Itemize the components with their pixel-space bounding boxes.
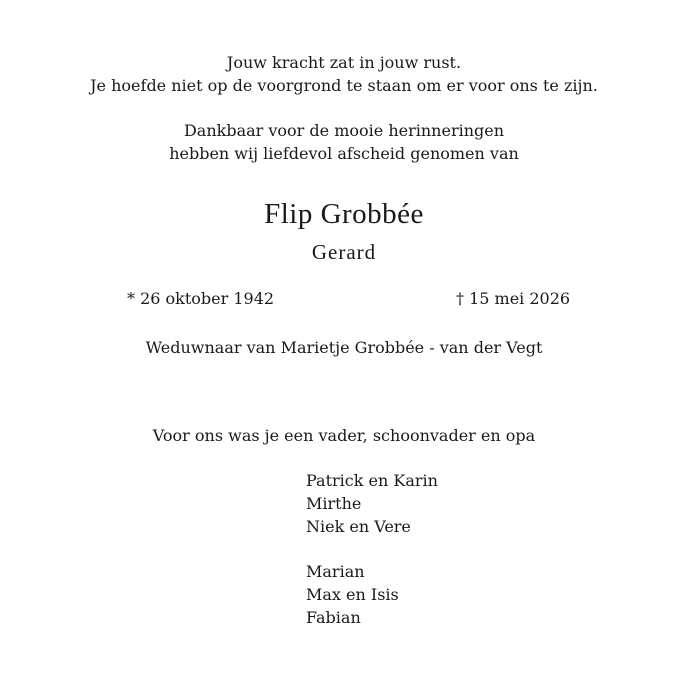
birth-date: * 26 oktober 1942: [127, 289, 275, 308]
intro-line-1: Dankbaar voor de mooie herinneringen: [183, 121, 505, 140]
family-member: Max en Isis: [306, 585, 399, 604]
deceased-name: Flip Grobbée: [264, 198, 424, 230]
family-member: Patrick en Karin: [306, 471, 438, 490]
deceased-callname: Gerard: [311, 240, 377, 264]
family-member: Mirthe: [306, 494, 362, 513]
intro-line-2: hebben wij liefdevol afscheid genomen van: [169, 144, 519, 163]
relation-line: Weduwnaar van Marietje Grobbée - van der Vegt: [145, 338, 543, 357]
death-date: † 15 mei 2026: [456, 289, 571, 308]
family-intro: Voor ons was je een vader, schoonvader en opa: [152, 426, 536, 445]
family-member: Fabian: [306, 608, 361, 627]
family-member: Niek en Vere: [306, 517, 411, 536]
poem-line-1: Jouw kracht zat in jouw rust.: [226, 53, 462, 72]
poem-line-2: Je hoefde niet op de voorgrond te staan om er voor ons te zijn.: [90, 76, 598, 95]
family-member: Marian: [306, 562, 365, 581]
